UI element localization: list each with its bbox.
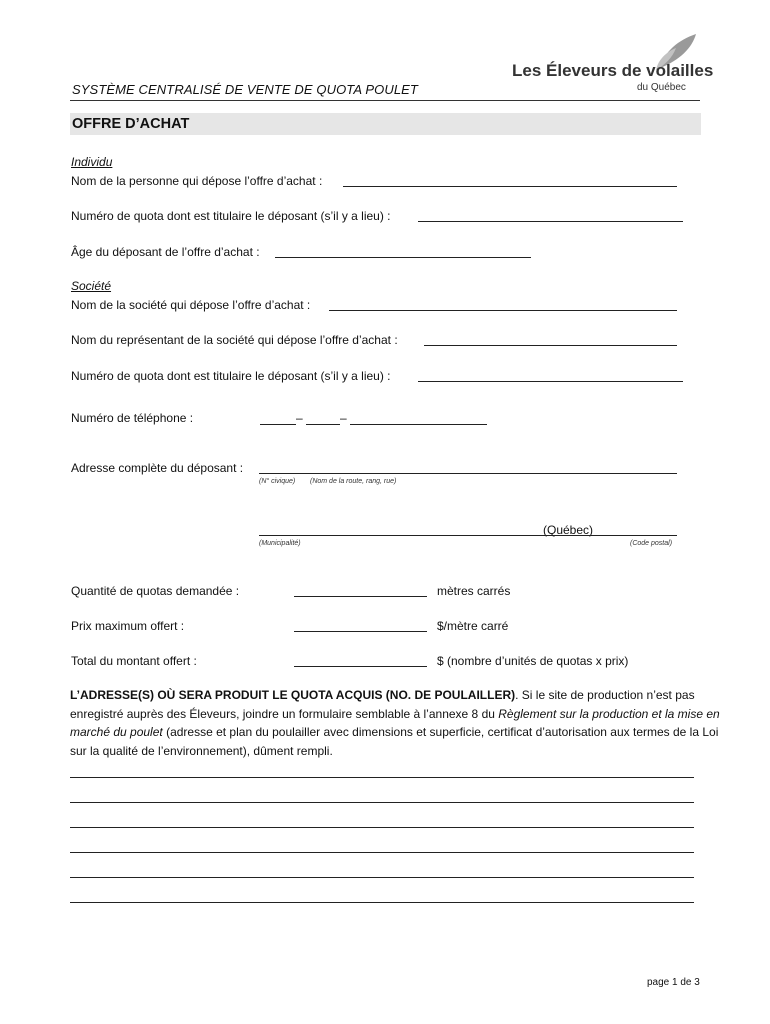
instructions-text-2: (adresse et plan du poulailler avec dimensions et superficie, certificat d’autorisation aux termes de la Loi sur la qualité de l’environnement), dûment rempli.: [70, 725, 719, 758]
total-field[interactable]: [294, 666, 427, 667]
price-label: Prix maximum offert :: [71, 619, 185, 633]
address-instructions: [70, 686, 720, 760]
caption-postal: (Code postal): [630, 540, 673, 547]
quantity-unit: mètres carrés: [437, 584, 511, 598]
individu-age-label: Âge du déposant de l’offre d’achat :: [71, 245, 260, 259]
societe-name-field[interactable]: [329, 310, 677, 311]
instructions-text-1: . Si le site de production n’est pas enregistré auprès des Éleveurs, joindre un formulaire semblable à l’annexe 8 du: [70, 688, 695, 721]
section-title: OFFRE D’ACHAT: [72, 116, 190, 132]
caption-civic: (N° civique): [259, 478, 296, 485]
logo-sub: du Québec: [637, 82, 686, 93]
phone-label: Numéro de téléphone :: [71, 411, 194, 425]
quantity-label: Quantité de quotas demandée :: [71, 584, 240, 598]
writing-line-6[interactable]: [70, 902, 694, 903]
individu-heading: Individu: [71, 155, 113, 169]
individu-name-field[interactable]: [343, 186, 677, 187]
address-city-field[interactable]: [259, 535, 677, 536]
societe-quota-field[interactable]: [418, 381, 683, 382]
instructions-italic: Règlement sur la production et la mise en marché du poulet: [70, 706, 720, 739]
phone-prefix-field[interactable]: [306, 424, 340, 425]
instructions-bold: L’ADRESSE(S) OÙ SERA PRODUIT LE QUOTA ACQUIS (NO. DE POULAILLER): [70, 688, 516, 702]
phone-area-field[interactable]: [260, 424, 296, 425]
price-unit: $/mètre carré: [437, 619, 509, 633]
logo-main: Les Éleveurs de volailles: [512, 61, 714, 80]
phone-sep-1: –: [296, 411, 303, 425]
province-text: (Québec): [543, 523, 594, 537]
address-street-field[interactable]: [259, 473, 677, 474]
writing-line-1[interactable]: [70, 777, 694, 778]
writing-line-4[interactable]: [70, 852, 694, 853]
address-label: Adresse complète du déposant :: [71, 461, 244, 475]
societe-heading: Société: [71, 279, 112, 293]
individu-quota-label: Numéro de quota dont est titulaire le déposant (s’il y a lieu) :: [71, 209, 391, 223]
individu-name-label: Nom de la personne qui dépose l’offre d’achat :: [71, 174, 323, 188]
societe-quota-label: Numéro de quota dont est titulaire le déposant (s’il y a lieu) :: [71, 369, 391, 383]
writing-line-3[interactable]: [70, 827, 694, 828]
societe-rep-label: Nom du représentant de la société qui dépose l’offre d’achat :: [71, 333, 398, 347]
individu-age-field[interactable]: [275, 257, 531, 258]
price-field[interactable]: [294, 631, 427, 632]
writing-line-5[interactable]: [70, 877, 694, 878]
system-title: SYSTÈME CENTRALISÉ DE VENTE DE QUOTA POULET: [72, 82, 418, 97]
page-number: page 1 de 3: [647, 977, 700, 988]
total-label: Total du montant offert :: [71, 654, 197, 668]
phone-sep-2: –: [340, 411, 347, 425]
societe-rep-field[interactable]: [424, 345, 677, 346]
societe-name-label: Nom de la société qui dépose l’offre d’achat :: [71, 298, 311, 312]
writing-line-2[interactable]: [70, 802, 694, 803]
individu-quota-field[interactable]: [418, 221, 683, 222]
caption-road: (Nom de la route, rang, rue): [310, 478, 397, 485]
phone-number-field[interactable]: [350, 424, 487, 425]
header-rule: [70, 100, 700, 101]
total-unit: $ (nombre d’unités de quotas x prix): [437, 654, 629, 668]
quantity-field[interactable]: [294, 596, 427, 597]
caption-city: (Municipalité): [259, 540, 301, 547]
